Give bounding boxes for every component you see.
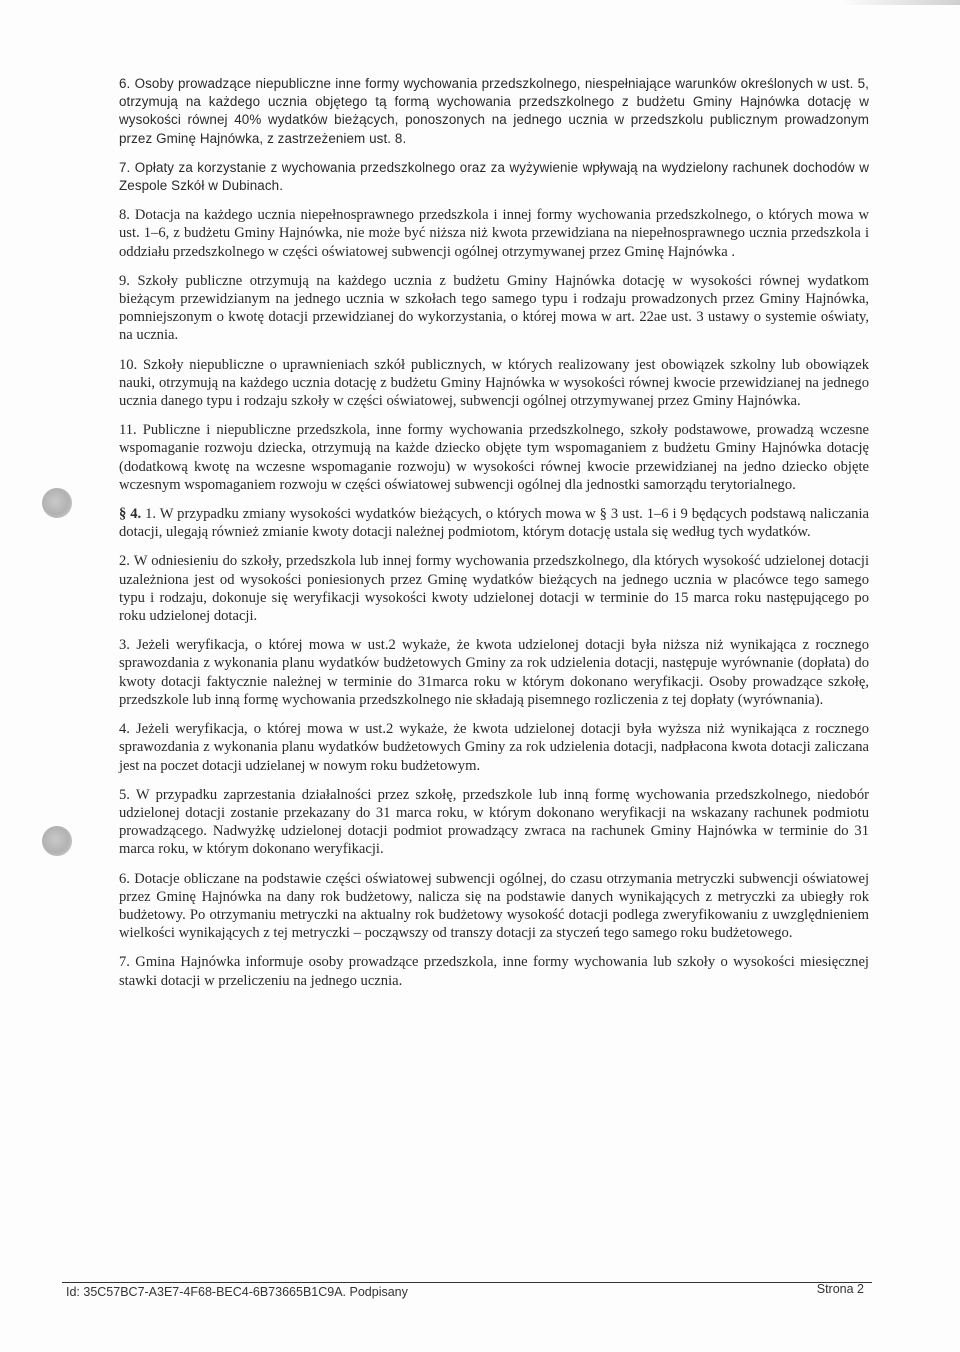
paragraph-10: 10. Szkoły niepubliczne o uprawnieniach szkół publicznych, w których realizowany jest obowiązek szkolny lub obowiązek nauki, otrzymują na każdego ucznia dotację z budżetu Gminy Hajnówka w wysokości równej kwocie przewidzianej na jednego ucznia danego typu i rodzaju szkoły w części oświatowej, subwencji ogólnej otrzymywanej przez Gminy Hajnówka. — [119, 356, 869, 410]
section-4-paragraph-7: 7. Gmina Hajnówka informuje osoby prowadzące przedszkola, inne formy wychowania lub szkoły o wysokości miesięcznej stawki dotacji w przeliczeniu na jednego ucznia. — [119, 954, 869, 989]
section-4-paragraph-6: 6. Dotacje obliczane na podstawie części oświatowej subwencji ogólnej, do czasu otrzymania metryczki subwencji oświatowej przez Gminę Hajnówka na dany rok budżetowy, nalicza się na podstawie danych wynikających z metryczki za ubiegły rok budżetowy. Po otrzymaniu metryczki na aktualny rok budżetowy wysokość dotacji podlega zweryfikowaniu z uwzględnieniem wielkości wynikających z tej metryczki – począwszy od transzy dotacji za styczeń tego samego roku budżetowego. — [119, 870, 869, 942]
paragraph-8: 8. Dotacja na każdego ucznia niepełnosprawnego przedszkola i innej formy wychowania przedszkolnego, o których mowa w ust. 1–6, z budżetu Gminy Hajnówka, nie może być niższa niż kwota przewidziana na niepełnosprawnego ucznia przedszkola i oddziału przedszkolnego w części oświatowej subwencji ogólnej otrzymywanej przez Gminę Hajnówka . — [119, 207, 869, 260]
document-id: Id: 35C57BC7-A3E7-4F68-BEC4-6B73665B1C9A. Podpisany — [66, 1285, 408, 1299]
paragraph-6: 6. Osoby prowadzące niepubliczne inne formy wychowania przedszkolnego, niespełniające warunków określonych w ust. 5, otrzymują na każdego ucznia objętego tą formą wychowania przedszkolnego z budżetu Gminy Hajnówka dotację w wysokości równej 40% wydatków bieżących, ponoszonych na jednego ucznia w przedszkolu publicznym prowadzonym przez Gminę Hajnówka, z zastrzeżeniem ust. 8. — [119, 76, 869, 146]
document-body — [119, 75, 869, 1001]
page-number: Strona 2 — [816, 1282, 864, 1296]
paragraph-9: 9. Szkoły publiczne otrzymują na każdego ucznia z budżetu Gminy Hajnówka dotację w wysokości równej wydatkom bieżącym przewidzianym na jednego ucznia w szkołach tego samego typu i rodzaju prowadzonych przez Gminy Hajnówka, pomniejszonym o kwotę dotacji przewidzianej do wykorzystania, o której mowa w art. 22ae ust. 3 ustawy o systemie oświaty, na ucznia. — [119, 272, 869, 344]
section-4-paragraph-4: 4. Jeżeli weryfikacja, o której mowa w ust.2 wykaże, że kwota udzielonej dotacji była wyższa niż wynikająca z rocznego sprawozdania z wykonania planu wydatków budżetowych Gminy za rok udzielenia dotacji, nadpłacona kwota dotacji zaliczana jest na poczet dotacji udzielanej w nowym roku budżetowym. — [119, 721, 869, 774]
punch-hole — [42, 826, 72, 856]
paragraph-7: 7. Opłaty za korzystanie z wychowania przedszkolnego oraz za wyżywienie wpływają na wydzielony rachunek dochodów w Zespole Szkół w Dubinach. — [119, 159, 869, 194]
section-4-paragraph-2: 2. W odniesieniu do szkoły, przedszkola lub innej formy wychowania przedszkolnego, dla których wysokość udzielonej dotacji uzależniona jest od wysokości poniesionych przez Gminę wydatków bieżących na jednego ucznia w placówce tego samego typu i rodzaju, dokonuje się weryfikacji wysokości kwoty udzielonej dotacji w terminie do 15 marca roku następującego po roku udzielonej dotacji. — [119, 553, 869, 625]
scan-edge-shadow — [840, 0, 960, 5]
section-marker: § 4. — [119, 506, 142, 523]
punch-hole — [42, 488, 72, 518]
section-4-paragraph-5: 5. W przypadku zaprzestania działalności przez szkołę, przedszkole lub inną formę wychowania przedszkolnego, niedobór udzielonej dotacji zostanie przekazany do 31 marca roku, w którym dokonano weryfikacji na wskazany rachunek podmiotu prowadzącego. Nadwyżkę udzielonej dotacji podmiot prowadzący zwraca na rachunek Gminy Hajnówka w terminie do 31 marca roku, w którym dokonano weryfikacji. — [119, 786, 869, 858]
section-4-paragraph-3: 3. Jeżeli weryfikacja, o której mowa w ust.2 wykaże, że kwota udzielonej dotacji była niższa niż wynikająca z rocznego sprawozdania z wykonania planu wydatków budżetowych Gminy za rok udzielenia dotacji, następuje wyrównanie (dopłata) do kwoty dotacji faktycznie należnej w terminie do 31marca roku w którym dokonano weryfikacji. Osoby prowadzące szkołę, przedszkole lub inną formę wychowania przedszkolnego nie składają pisemnego rozliczenia z tej dopłaty (wyrównania). — [119, 637, 869, 708]
section-4-paragraph-1 — [119, 505, 869, 541]
footer-divider — [62, 1282, 872, 1283]
paragraph-11: 11. Publiczne i niepubliczne przedszkola, inne formy wychowania przedszkolnego, szkoły podstawowe, prowadzą wczesne wspomaganie rozwoju dziecka, otrzymują na każde dziecko objęte tym wspomaganiem z budżetu Gminy Hajnówka dotację (dodatkową kwotę na wczesne wspomaganie rozwoju) w wysokości równej kwocie przewidzianej na jedno dziecko objęte wczesnym wspomaganiem rozwoju w części oświatowej subwencji ogólnej dla jednostki samorządu terytorialnego. — [119, 422, 869, 493]
section-4-paragraph-1-text: 1. W przypadku zmiany wysokości wydatków bieżących, o których mowa w § 3 ust. 1–6 i 9 będących podstawą naliczania dotacji, ulegają również zmianie kwoty dotacji należnej podmiotom, którym dotację ustala się według tych wydatków. — [119, 506, 869, 541]
